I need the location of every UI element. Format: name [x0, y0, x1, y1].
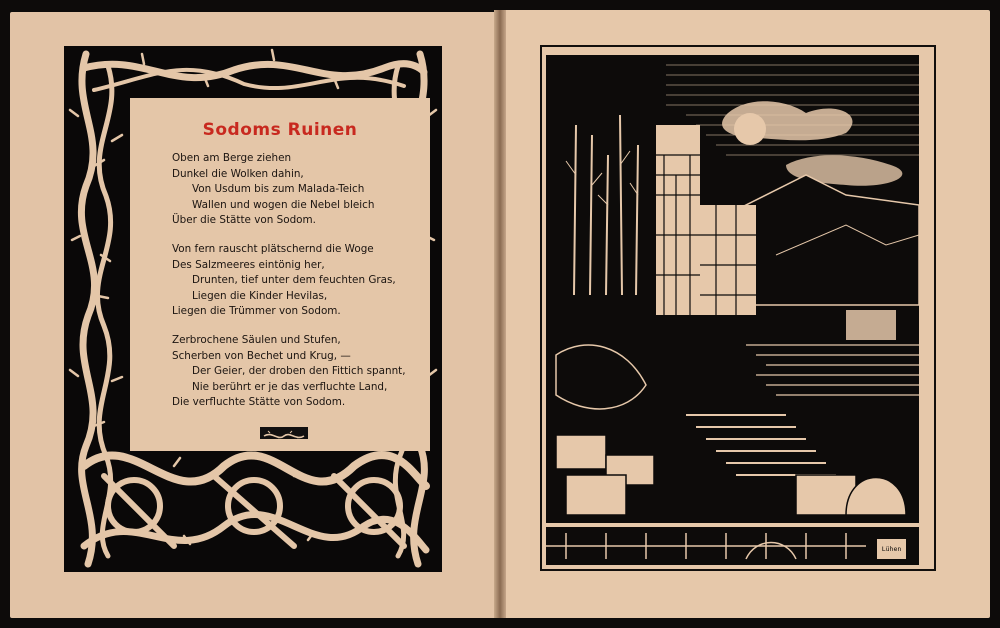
poem-line: Über die Stätte von Sodom. — [172, 214, 316, 227]
poem-line: Des Salzmeeres eintönig her, — [172, 258, 325, 271]
ruins-woodcut-illustration — [546, 55, 919, 523]
poem-line: Wallen und wogen die Nebel bleich — [192, 198, 375, 211]
poem-line: Der Geier, der droben den Fittich spannt, — [192, 365, 406, 378]
poem-line: Oben am Berge ziehen — [172, 152, 292, 164]
poem-line: Zerbrochene Säulen und Stufen, — [172, 334, 341, 346]
poem-line: Nie berührt er je das verfluchte Land, — [192, 380, 388, 393]
poem-line: Von fern rauscht plätschernd die Woge — [172, 243, 374, 255]
poem-line: Drunten, tief unter dem feuchten Gras, — [192, 274, 396, 287]
poem-line: Dunkel die Wolken dahin, — [172, 167, 304, 180]
poem-line: Liegen die Trümmer von Sodom. — [172, 305, 341, 318]
book-gutter — [494, 10, 506, 618]
poem-title: Sodoms Ruinen — [202, 120, 358, 140]
poem-line: Die verfluchte Stätte von Sodom. — [172, 396, 346, 409]
poem-line: Scherben von Bechet und Krug, — — [172, 349, 351, 362]
poem-line: Liegen die Kinder Hevilas, — [192, 289, 328, 302]
stanza-2 — [172, 242, 396, 320]
stanza-1 — [172, 151, 374, 229]
poem-line: Von Usdum bis zum Malada-Teich — [192, 183, 365, 196]
illustration-base-band — [546, 527, 919, 565]
stanza-3 — [172, 333, 406, 411]
poem-text-panel — [130, 98, 430, 451]
artist-signature: Lühen — [876, 538, 907, 560]
thorn-ornament — [260, 427, 308, 439]
